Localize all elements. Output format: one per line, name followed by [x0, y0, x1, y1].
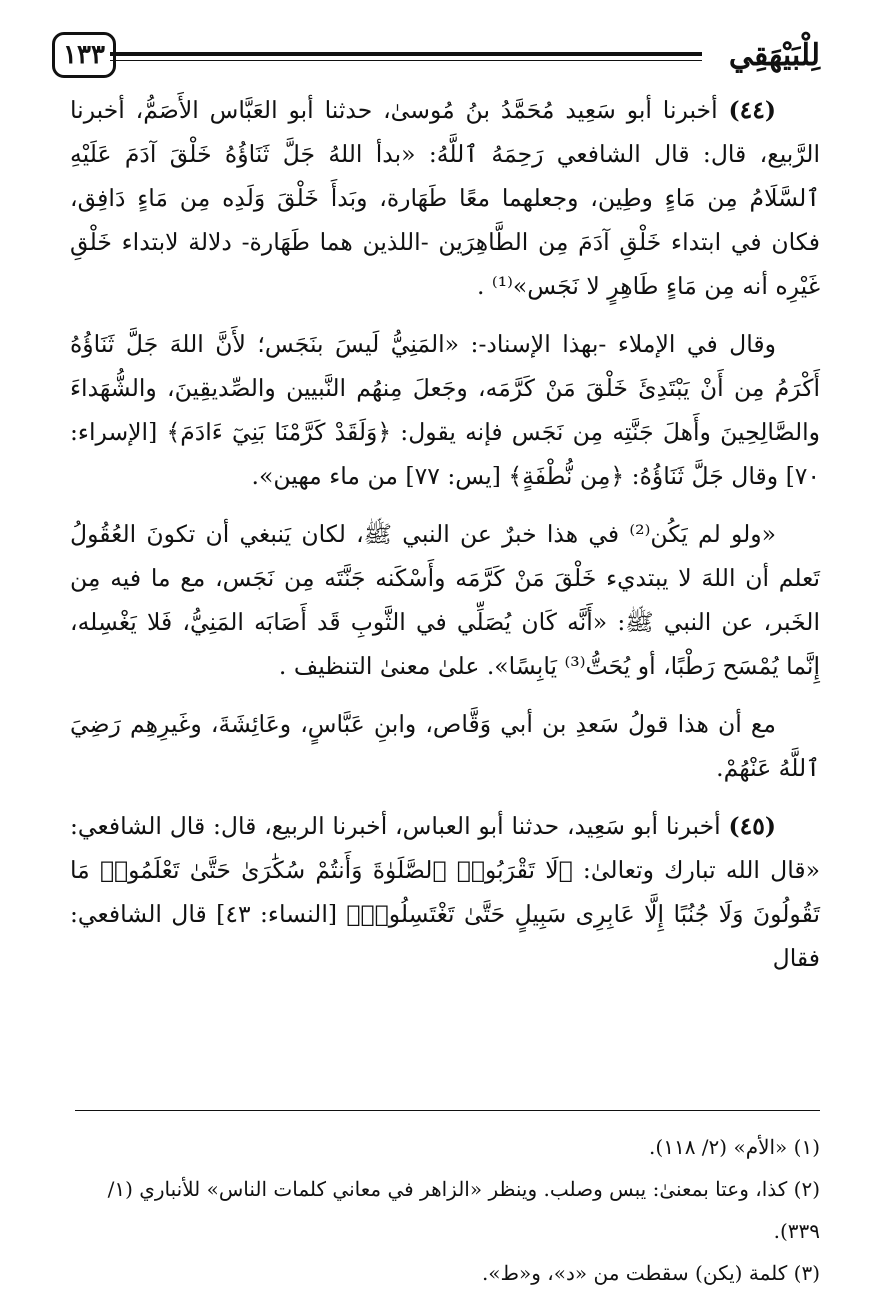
- paragraph-text: وقال في الإملاء -بهذا الإسناد-: «المَنِيُّ لَيسَ بنَجَس؛ لأَنَّ اللهَ جَلَّ ثَنَاؤُهُ أَكْرَمُ مِن أَنْ يَبْتَدِئَ خَلْقَ مَنْ كَرَّمَه، وجَعلَ مِنهُم النَّبيين والصِّديقِينَ، والشُّهَداءَ والصَّالِحِينَ وأَهلَ جَنَّتِه مِن نَجَس فإنه يقول: ﴿وَلَقَدْ كَرَّمْنَا بَنِيٓ ءَادَمَ﴾ [الإسراء: ٧٠] وقال جَلَّ ثَنَاؤُهُ: ﴿مِن نُّطْفَةٍ﴾ [يس: ٧٧] من ماء مهين».: [70, 330, 820, 490]
- entry-number: (٤٤): [728, 96, 776, 124]
- running-title: لِلْبَيْهَقِي: [728, 38, 820, 73]
- entry-number: (٤٥): [728, 812, 776, 840]
- main-text: [70, 88, 820, 980]
- paragraph-text: «ولو لم يَكُن⁽²⁾ في هذا خبرٌ عن النبي ﷺ، لكان يَنبغي أن تكونَ العُقُولُ تَعلم أن اللهَ لا يبتديء خَلْقَ مَنْ كَرَّمَه وأَسْكَنه جَنَّتَه مِن نَجَس، مع ما فيه مِن الخَبر، عن النبي ﷺ: «أَنَّه كَان يُصَلِّي في الثَّوبِ قَد أَصَابَه المَنِيُّ، فَلا يَغْسِله، إِنَّما يُمْسَح رَطْبًا، أو يُحَتُّ⁽³⁾ يَابِسًا». علىٰ معنىٰ التنظيف .: [70, 520, 820, 680]
- footnote-1: (١) «الأم» (٢/ ١١٨).: [649, 1135, 820, 1159]
- paragraph-text: مع أن هذا قولُ سَعدِ بن أبي وَقَّاص، وابنِ عَبَّاسٍ، وعَائِشَةَ، وغَيرِهِم رَضِيَ ٱللَّهُ عَنْهُمْ.: [70, 710, 820, 782]
- paragraph-44: [70, 88, 820, 308]
- paragraph-companions: [70, 702, 820, 790]
- footnote-2: (٢) كذا، وعتا بمعنىٰ: يبس وصلب. وينظر «الزاهر في معاني كلمات الناس» للأنباري (١/ ٣٣٩).: [107, 1177, 820, 1243]
- paragraph-text: أخبرنا أبو سَعِيد مُحَمَّدُ بنُ مُوسىٰ، حدثنا أبو العَبَّاس الأَصَمُّ، أخبرنا الرَّبيع، قال: قال الشافعي رَحِمَهُ ٱللَّهُ: «بدأ اللهُ جَلَّ ثَنَاؤُهُ خَلْقَ آدَمَ عَلَيْهِ ٱلسَّلَامُ مِن مَاءٍ وطِين، وجعلهما معًا طَهَارة، وبَدأَ خَلْقَ وَلَدِه مِن مَاءٍ دَافِق، فكان في ابتداء خَلْقِ آدَمَ مِن الطَّاهِرَين -اللذين هما طَهَارة- دلالة لابتداء خَلْقِ غَيْرِه أنه مِن مَاءٍ طَاهِرٍ لا نَجَس»⁽¹⁾ .: [70, 96, 820, 300]
- page-number: ١٣٣: [52, 32, 116, 78]
- header-rule: [110, 52, 702, 56]
- footnote-3: (٣) كلمة (يكن) سقطت من «د»، و«ط».: [481, 1261, 820, 1285]
- paragraph-imla: [70, 322, 820, 498]
- footnote-rule: [75, 1110, 820, 1111]
- paragraph-text: أخبرنا أبو سَعِيد، حدثنا أبو العباس، أخبرنا الربيع، قال: قال الشافعي: «قال الله تبارك وتعالىٰ: ﴿لَا تَقْرَبُوا۟ ٱلصَّلَوٰةَ وَأَنتُمْ سُكَٰرَىٰ حَتَّىٰ تَعْلَمُوا۟ مَا تَقُولُونَ وَلَا جُنُبًا إِلَّا عَابِرِى سَبِيلٍ حَتَّىٰ تَغْتَسِلُوا۟﴾ [النساء: ٤٣] قال الشافعي: فقال: [70, 812, 820, 972]
- paragraph-45: [70, 804, 820, 980]
- footnotes: [70, 1126, 820, 1294]
- paragraph-khabar: [70, 512, 820, 688]
- header-rule-thin: [110, 60, 702, 61]
